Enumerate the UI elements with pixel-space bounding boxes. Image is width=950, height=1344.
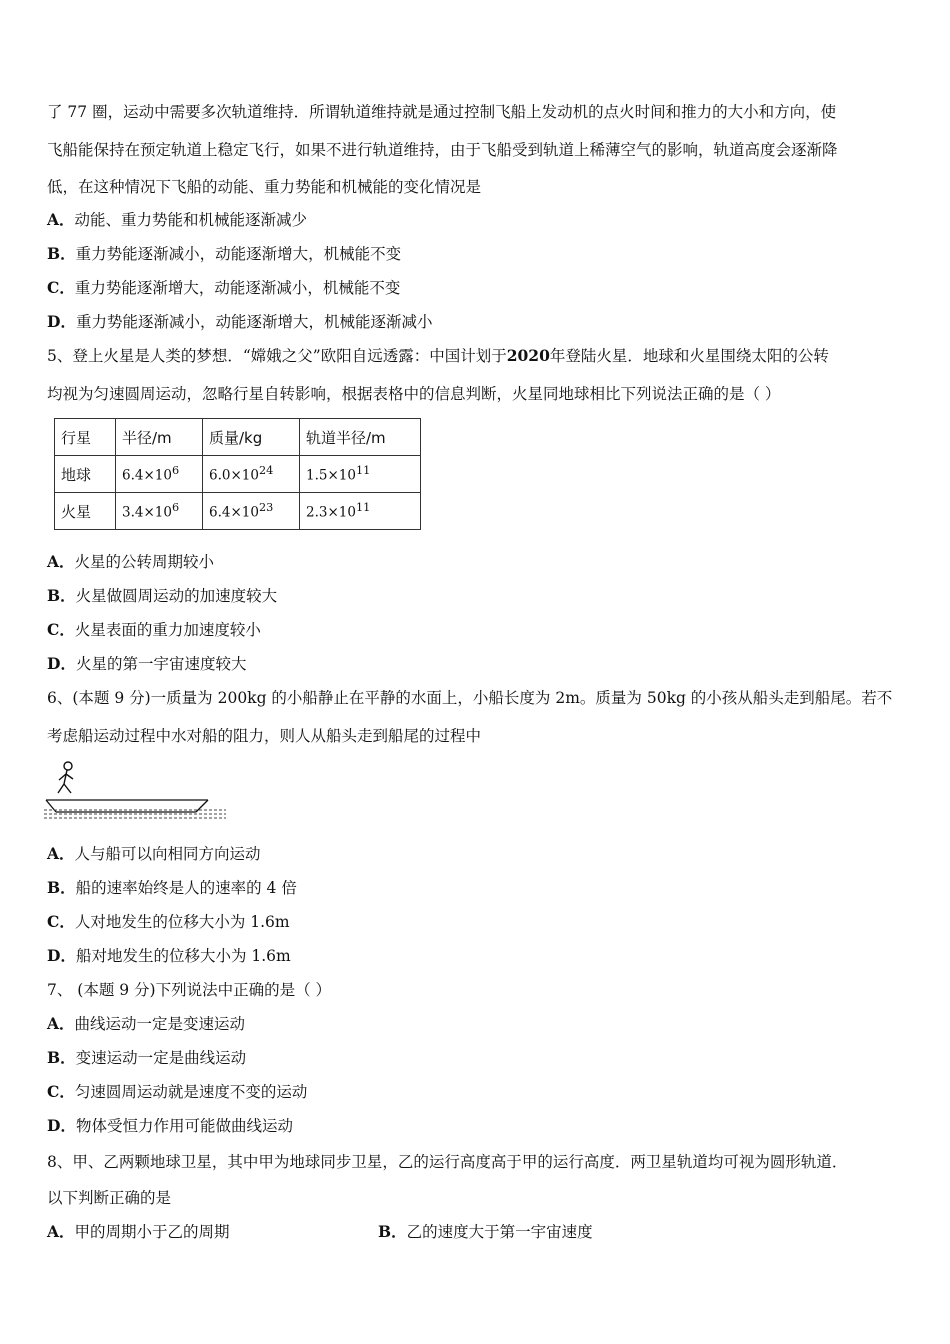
planet-name: 火星 — [55, 493, 116, 530]
q7-option-a: A．曲线运动一定是变速运动 — [47, 1014, 246, 1033]
q6-option-a: A．人与船可以向相同方向运动 — [47, 844, 261, 863]
q8-stem-line-1: 8、甲、乙两颗地球卫星，其中甲为地球同步卫星，乙的运行高度高于甲的运行高度．两卫星轨道均可视为圆形轨道． — [47, 1153, 848, 1171]
q5-option-d: D．火星的第一宇宙速度较大 — [47, 654, 247, 673]
q7-stem: 7、 (本题 9 分)下列说法中正确的是（ ） — [47, 981, 332, 999]
orbit-value: $1.5\times 10^{11}$ — [300, 456, 421, 493]
q6-stem-line-1: 6、(本题 9 分)一质量为 200kg 的小船静止在平静的水面上，小船长度为 2m。质量为 50kg 的小孩从船头走到船尾。若不 — [47, 689, 893, 707]
q4-stem-line-2: 飞船能保持在预定轨道上稳定飞行，如果不进行轨道维持，由于飞船受到轨道上稀薄空气的影响，轨道高度会逐渐降 — [47, 141, 838, 159]
table-row — [55, 493, 421, 530]
table-row — [55, 456, 421, 493]
mass-value: $6.0\times 10^{24}$ — [203, 456, 300, 493]
q6-option-b: B．船的速率始终是人的速率的 4 倍 — [47, 878, 297, 897]
radius-value: $3.4\times 10^6$ — [116, 493, 203, 530]
q4-option-a: A．动能、重力势能和机械能逐渐减少 — [47, 210, 308, 229]
q8-stem-line-2: 以下判断正确的是 — [47, 1189, 172, 1207]
orbit-value: $2.3\times 10^{11}$ — [300, 493, 421, 530]
q6-stem-line-2: 考虑船运动过程中水对船的阻力，则人从船头走到船尾的过程中 — [47, 727, 482, 745]
q7-option-c: C．匀速圆周运动就是速度不变的运动 — [47, 1082, 308, 1101]
q4-option-d: D．重力势能逐渐减小，动能逐渐增大，机械能逐渐减小 — [47, 312, 433, 331]
q7-option-d: D．物体受恒力作用可能做曲线运动 — [47, 1116, 293, 1135]
boat-with-child-figure — [44, 760, 230, 828]
q6-option-d: D．船对地发生的位移大小为 1.6m — [47, 946, 291, 965]
child-walking-icon — [58, 762, 73, 793]
header-radius: 半径/m — [116, 419, 203, 456]
q8-option-a: A．甲的周期小于乙的周期 — [47, 1222, 230, 1241]
header-orbit-radius: 轨道半径/m — [300, 419, 421, 456]
q4-option-b: B．重力势能逐渐减小，动能逐渐增大，机械能不变 — [47, 244, 402, 263]
radius-value: $6.4\times 10^6$ — [116, 456, 203, 493]
planet-name: 地球 — [55, 456, 116, 493]
q5-stem-line-1: 5、登上火星是人类的梦想．“嫦娥之父”欧阳自远透露：中国计划于2020年登陆火星．地球和火星围绕太阳的公转 — [47, 346, 829, 365]
header-mass: 质量/kg — [203, 419, 300, 456]
table-header-row — [55, 419, 421, 456]
water-surface-icon — [44, 810, 226, 818]
q4-stem-line-3: 低，在这种情况下飞船的动能、重力势能和机械能的变化情况是 — [47, 178, 482, 196]
planet-data-table — [54, 418, 421, 530]
mass-value: $6.4\times 10^{23}$ — [203, 493, 300, 530]
q6-option-c: C．人对地发生的位移大小为 1.6m — [47, 912, 290, 931]
header-planet: 行星 — [55, 419, 116, 456]
q7-option-b: B．变速运动一定是曲线运动 — [47, 1048, 247, 1067]
q4-stem-line-1: 了 77 圈，运动中需要多次轨道维持．所谓轨道维持就是通过控制飞船上发动机的点火时间和推力的大小和方向，使 — [47, 103, 837, 121]
q5-option-c: C．火星表面的重力加速度较小 — [47, 620, 261, 639]
q5-stem-line-2: 均视为匀速圆周运动，忽略行星自转影响，根据表格中的信息判断，火星同地球相比下列说法正确的是（ ） — [47, 385, 781, 403]
q4-option-c: C．重力势能逐渐增大，动能逐渐减小，机械能不变 — [47, 278, 401, 297]
q5-option-b: B．火星做圆周运动的加速度较大 — [47, 586, 278, 605]
q5-option-a: A．火星的公转周期较小 — [47, 552, 215, 571]
q8-option-b: B．乙的速度大于第一宇宙速度 — [378, 1222, 593, 1241]
